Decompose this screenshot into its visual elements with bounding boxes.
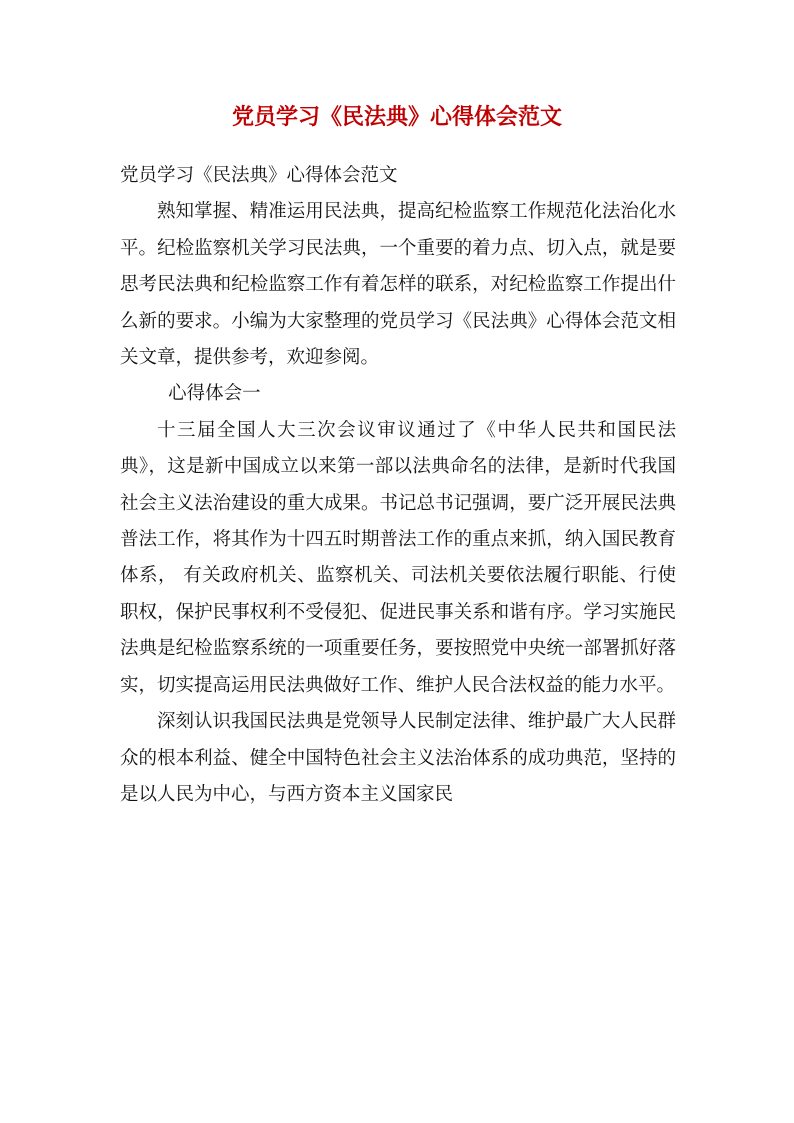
- section-heading: 心得体会一: [168, 383, 261, 405]
- body-paragraph-2: 深刻认识我国民法典是党领导人民制定法律、维护最广大人民群众的根本利益、健全中国特色社会主义法治体系的成功典范，坚持的是以人民为中心，与西方资本主义国家民: [120, 711, 676, 805]
- body-paragraph-1: 十三届全国人大三次会议审议通过了《中华人民共和国民法典》，这是新中国成立以来第一部以法典命名的法律，是新时代我国社会主义法治建设的重大成果。书记总书记强调，要广泛开展民法典普法工作，将其作为十四五时期普法工作的重点来抓，纳入国民教育体系， 有关政府机关、监察机关、司法机关要依法履行职能、行使职权，保护民事权利不受侵犯、促进民事关系和谐有序。学习实施民法典是纪检监察系统的一项重要任务，要按照党中央统一部署抓好落实，切实提高运用民法典做好工作、维护人民合法权益的能力水平。: [120, 419, 676, 696]
- intro-paragraph: 熟知掌握、精准运用民法典，提高纪检监察工作规范化法治化水平。纪检监察机关学习民法典，一个重要的着力点、切入点，就是要思考民法典和纪检监察工作有着怎样的联系，对纪检监察工作提出什么新的要求。小编为大家整理的党员学习《民法典》心得体会范文相关文章，提供参考，欢迎参阅。: [120, 201, 676, 369]
- document-title: 党员学习《民法典》心得体会范文: [231, 104, 562, 130]
- document-body: [120, 158, 676, 813]
- document-subtitle: 党员学习《民法典》心得体会范文: [120, 165, 398, 186]
